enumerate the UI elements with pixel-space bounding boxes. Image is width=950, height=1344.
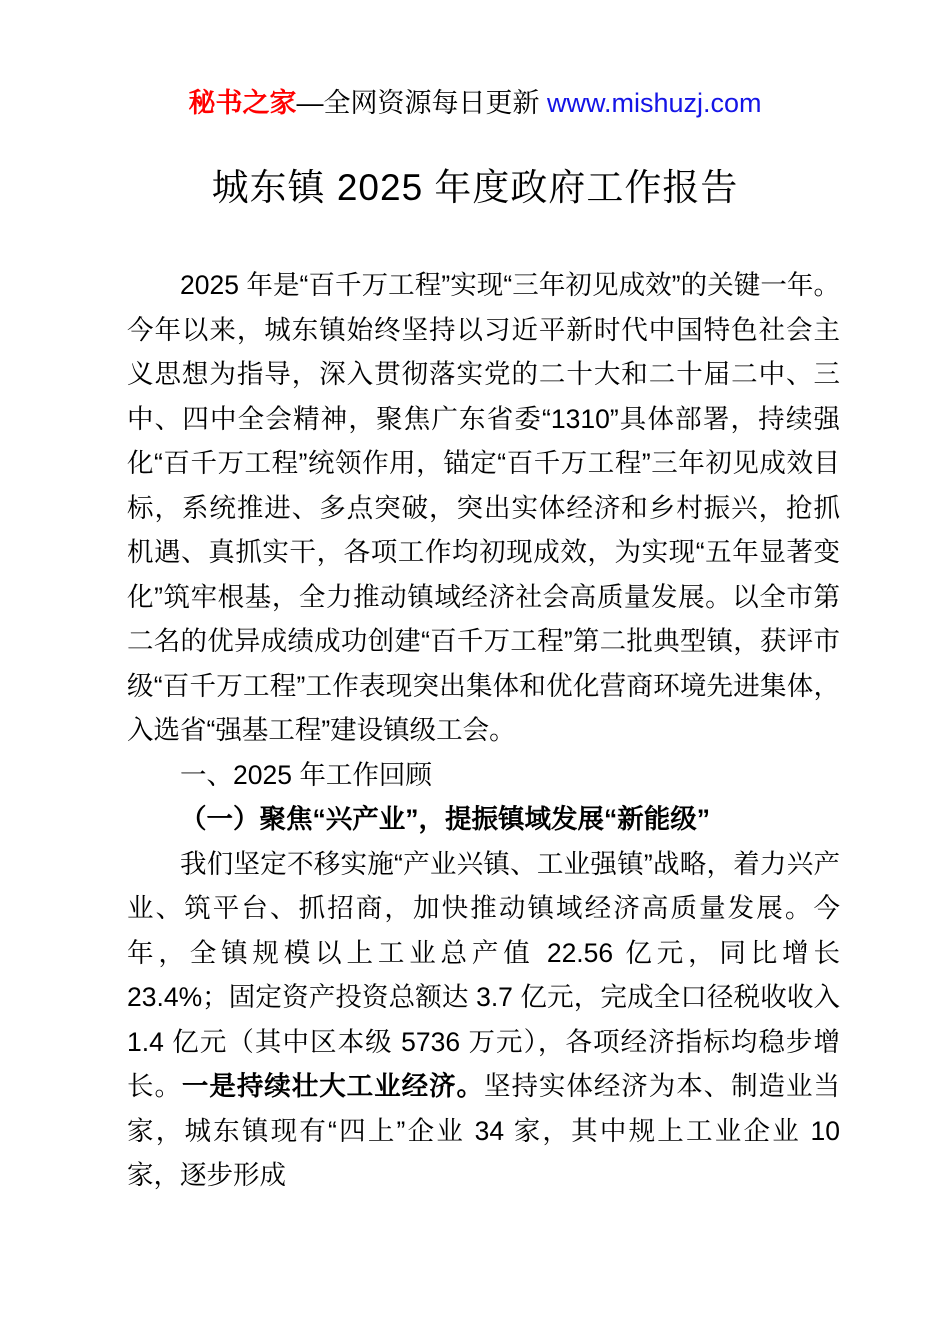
text-run: 坚持实体经济为本、制造业当家，城东镇现有“四上”企业 34 家，其中规上工业企业 10 家，逐步形成 <box>127 1071 841 1190</box>
text-run: 我们坚定不移实施“产业兴镇、工业强镇”战略，着力兴产业、筑平台、抓招商，加快推动镇域经济高质量发展。今年，全镇规模以上工业总产值 22.56 亿元，同比增长 23.4%；固定资产投资总额达 3.7 亿元，完成全口径税收收入 1.4 亿元（其中区本级 5736 万元），各项经济指标均稳步增长。 <box>127 848 840 1101</box>
section-heading2 <box>127 797 840 842</box>
site-header <box>0 84 950 122</box>
text-run: 一、2025 年工作回顾 <box>180 759 432 790</box>
document-body <box>127 263 840 1198</box>
site-brand: 秘书之家 <box>188 88 297 118</box>
paragraph <box>127 263 840 753</box>
bold-text-run: 一是持续壮大工业经济。 <box>181 1071 484 1101</box>
bold-text-run: （一）聚焦“兴产业”，提振镇域发展“新能级” <box>180 804 710 834</box>
site-tagline: —全网资源每日更新 <box>296 88 547 118</box>
section-heading1 <box>127 753 840 798</box>
text-run: 2025 年是“百千万工程”实现“三年初见成效”的关键一年。今年以来，城东镇始终坚持以习近平新时代中国特色社会主义思想为指导，深入贯彻落实党的二十大和二十届二中、三中、四中全会精神，聚焦广东省委“1310”具体部署，持续强化“百千万工程”统领作用，锚定“百千万工程”三年初见成效目标，系统推进、多点突破，突出实体经济和乡村振兴，抢抓机遇、真抓实干，各项工作均初现成效，为实现“五年显著变化”筑牢根基，全力推动镇域经济社会高质量发展。以全市第二名的优异成绩成功创建“百千万工程”第二批典型镇，获评市级“百千万工程”工作表现突出集体和优化营商环境先进集体，入选省“强基工程”建设镇级工会。 <box>127 270 840 745</box>
paragraph <box>127 842 840 1198</box>
document-title: 城东镇 2025 年度政府工作报告 <box>211 167 739 208</box>
site-url-link[interactable]: www.mishuzj.com <box>546 88 762 118</box>
